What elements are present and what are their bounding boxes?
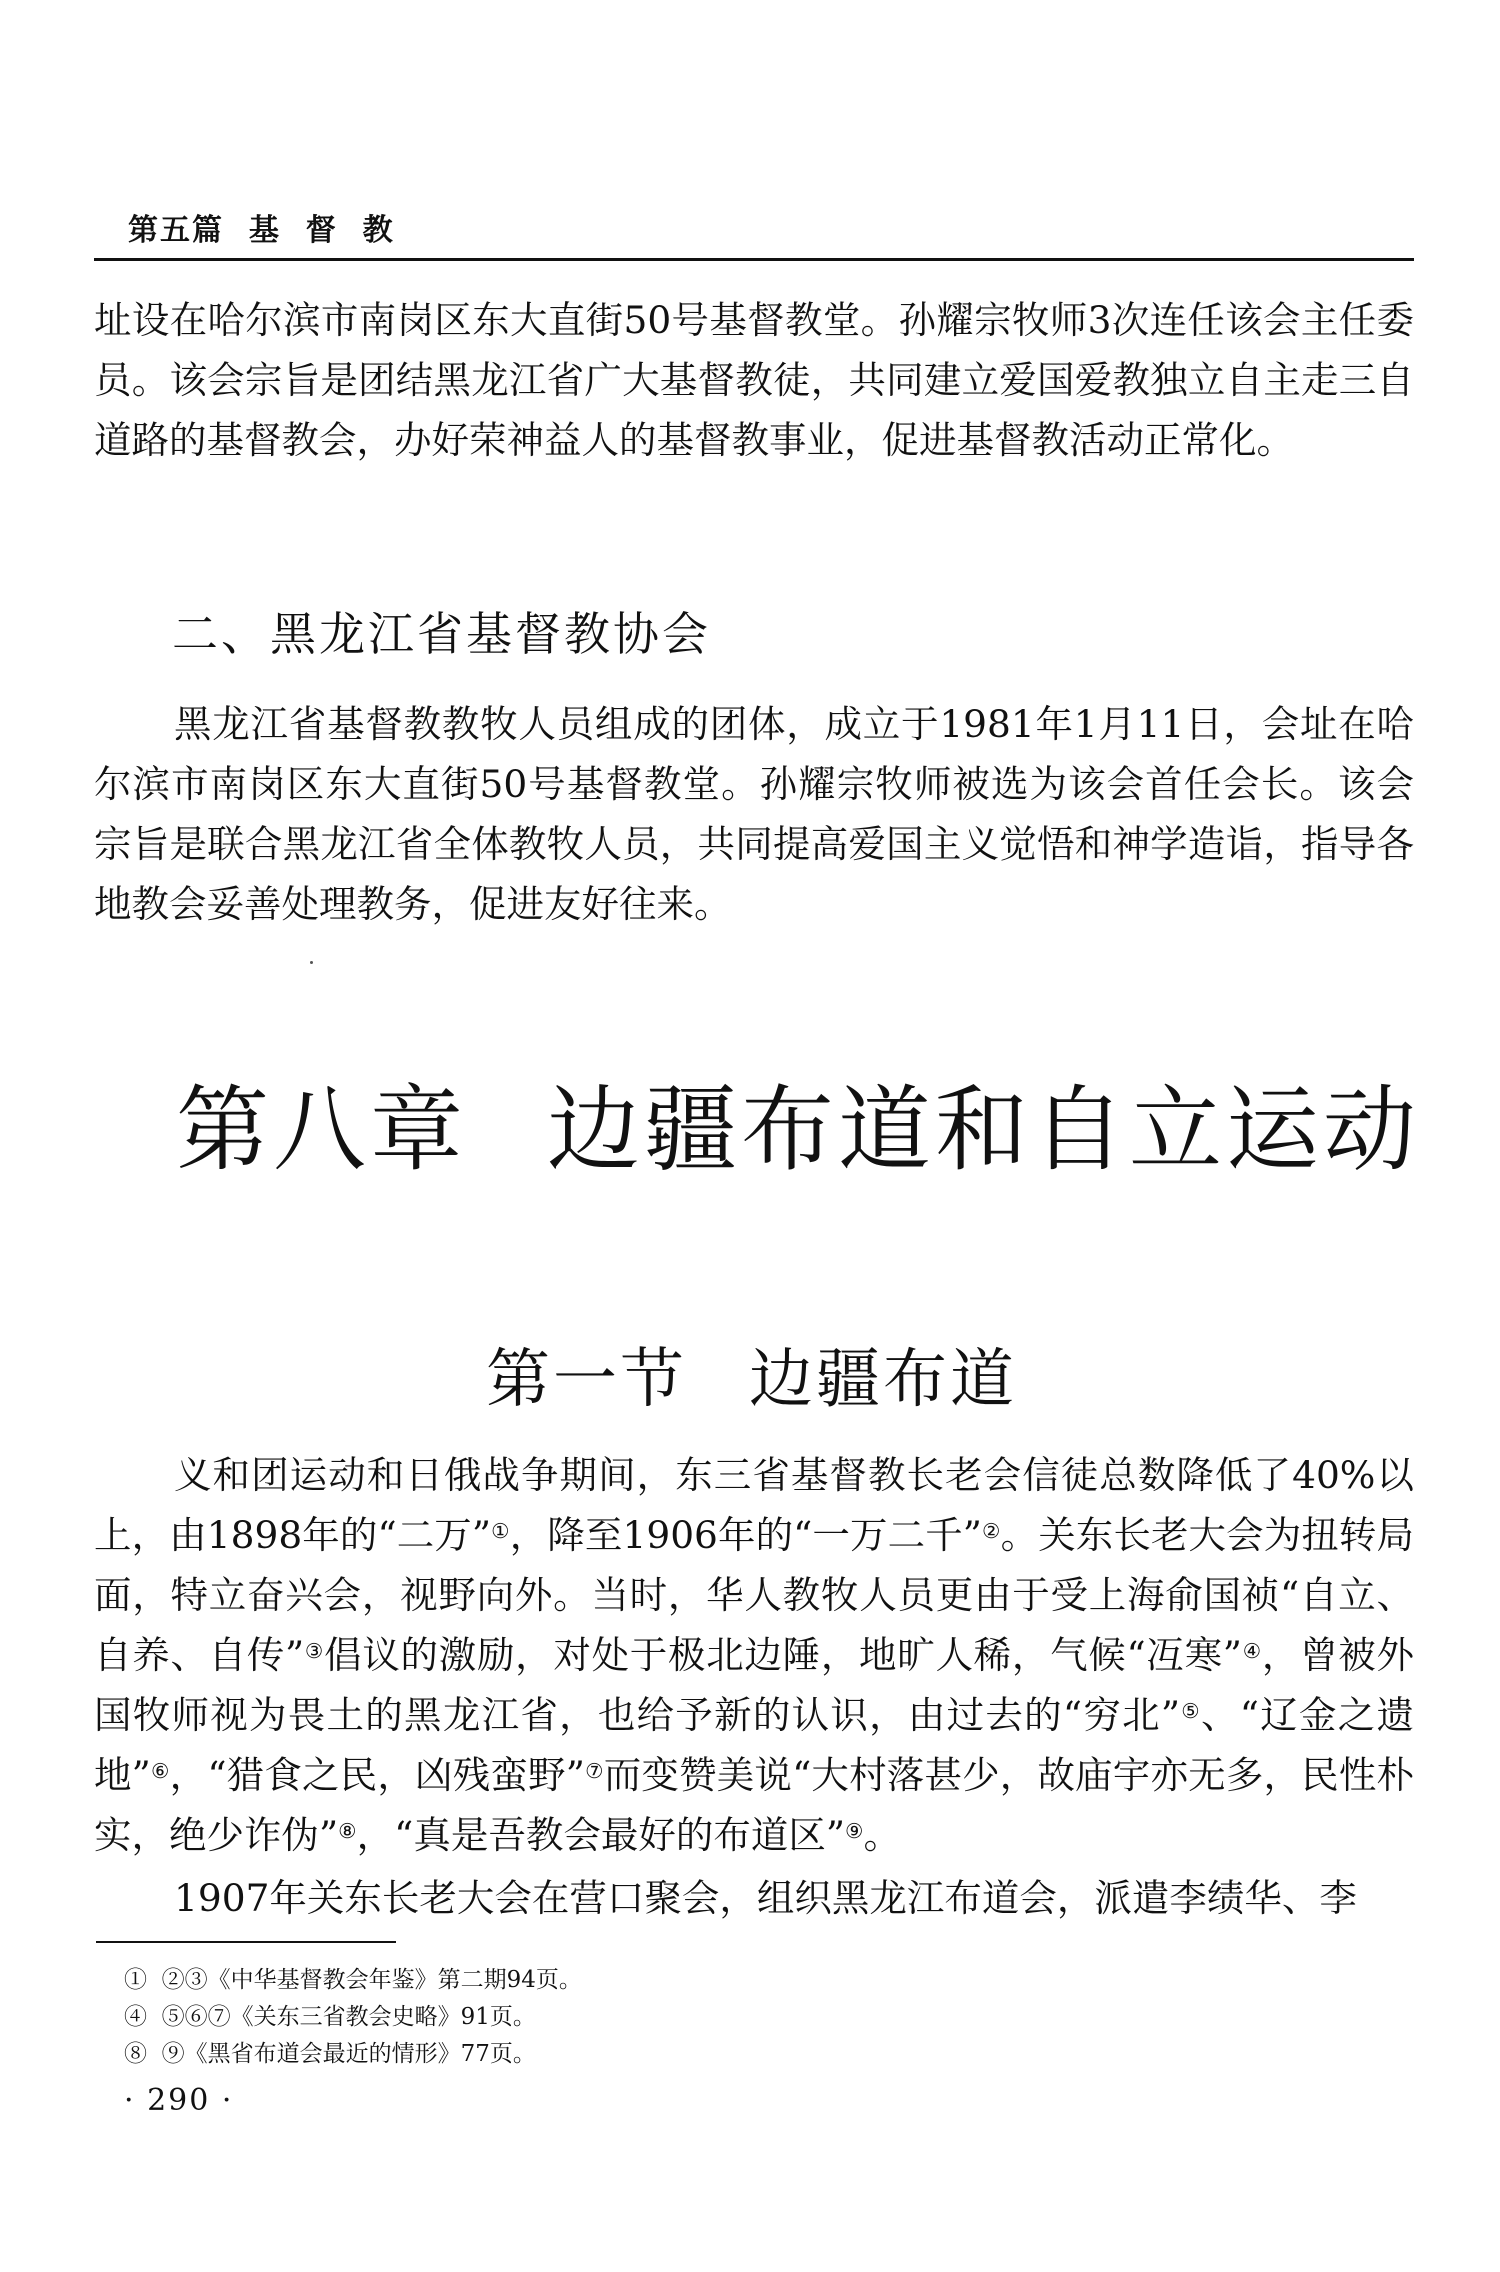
footnote-ref[interactable]: ⑤ <box>1180 1699 1202 1723</box>
chapter-number: 第八章 <box>176 1076 467 1184</box>
footnote-ref[interactable]: ③ <box>304 1639 325 1663</box>
paragraph-text: 倡议的激励，对处于极北边陲，地旷人稀，气候“冱寒” <box>324 1633 1242 1677</box>
footnote-ref[interactable]: ⑧ <box>338 1819 357 1843</box>
footnote: ④ ⑤⑥⑦《关东三省教会史略》91页。 <box>124 2004 536 2030</box>
assembly-paragraph: 1907年关东长老大会在营口聚会，组织黑龙江布道会，派遣李绩华、李 <box>174 1876 1357 1920</box>
chapter-name: 边疆布道和自立运动 <box>547 1076 1420 1184</box>
paragraph-text: 而变赞美说“大村落甚少，故庙宇亦无多，民性朴实，绝少诈伪” <box>94 1753 1415 1857</box>
paragraph-text: 义和团运动和日俄战争期间，东三省基督教长老会信徒总数降低了40%以上，由1898年的“二万” <box>94 1453 1414 1557</box>
section-heading-association: 二、黑龙江省基督教协会 <box>172 607 711 661</box>
print-speck <box>310 961 313 964</box>
paragraph-text: 。关东长老大会为扭转局面，特立奋兴会，视野向外。当时，华人教牧人员更由于受上海俞国祯“自立、自养、自传” <box>94 1513 1414 1677</box>
footnote: ⑧ ⑨《黑省布道会最近的情形》77页。 <box>124 2041 536 2067</box>
section-title <box>486 1328 1017 1420</box>
section-number: 第一节 <box>486 1343 687 1417</box>
frontier-mission-paragraph <box>94 1445 1414 1865</box>
footnote-ref[interactable]: ⑨ <box>845 1819 864 1843</box>
paragraph-text: ，曾被外国牧师视为畏土的黑龙江省，也给予新的认识，由过去的“穷北” <box>94 1633 1415 1737</box>
paragraph-text: ，降至1906年的“一万二千” <box>509 1513 982 1557</box>
footnote-ref[interactable]: ① <box>491 1519 510 1543</box>
paragraph-text: 、“辽金之遗地” <box>94 1693 1415 1797</box>
paragraph-text: ，“真是吾教会最好的布道区” <box>356 1813 845 1857</box>
section-name: 边疆布道 <box>749 1343 1017 1417</box>
footnote: ① ②③《中华基督教会年鉴》第二期94页。 <box>124 1967 582 1993</box>
paragraph-text: ，“猎食之民，凶残蛮野” <box>169 1753 585 1797</box>
footnote-rule <box>96 1941 396 1943</box>
footnote-ref[interactable]: ② <box>981 1519 1001 1543</box>
page-number: · 290 · <box>124 2083 234 2118</box>
running-head: 第五篇 基 督 教 <box>128 213 395 248</box>
footnote-ref[interactable]: ⑥ <box>150 1759 170 1783</box>
footnote-ref[interactable]: ④ <box>1241 1639 1262 1663</box>
footnotes <box>124 1962 582 2073</box>
footnote-ref[interactable]: ⑦ <box>584 1759 604 1783</box>
paragraph-text: 。 <box>863 1813 901 1857</box>
chapter-title <box>176 1055 1420 1189</box>
association-paragraph: 黑龙江省基督教教牧人员组成的团体，成立于1981年1月11日，会址在哈尔滨市南岗区东大直街50号基督教堂。孙耀宗牧师被选为该会首任会长。该会宗旨是联合黑龙江省全体教牧人员，共同提高爱国主义觉悟和神学造诣，指导各地教会妥善处理教务，促进友好往来。 <box>94 702 1414 926</box>
header-rule <box>94 258 1414 261</box>
intro-paragraph: 址设在哈尔滨市南岗区东大直街50号基督教堂。孙耀宗牧师3次连任该会主任委员。该会宗旨是团结黑龙江省广大基督教徒，共同建立爱国爱教独立自主走三自道路的基督教会，办好荣神益人的基督教事业，促进基督教活动正常化。 <box>94 298 1414 462</box>
